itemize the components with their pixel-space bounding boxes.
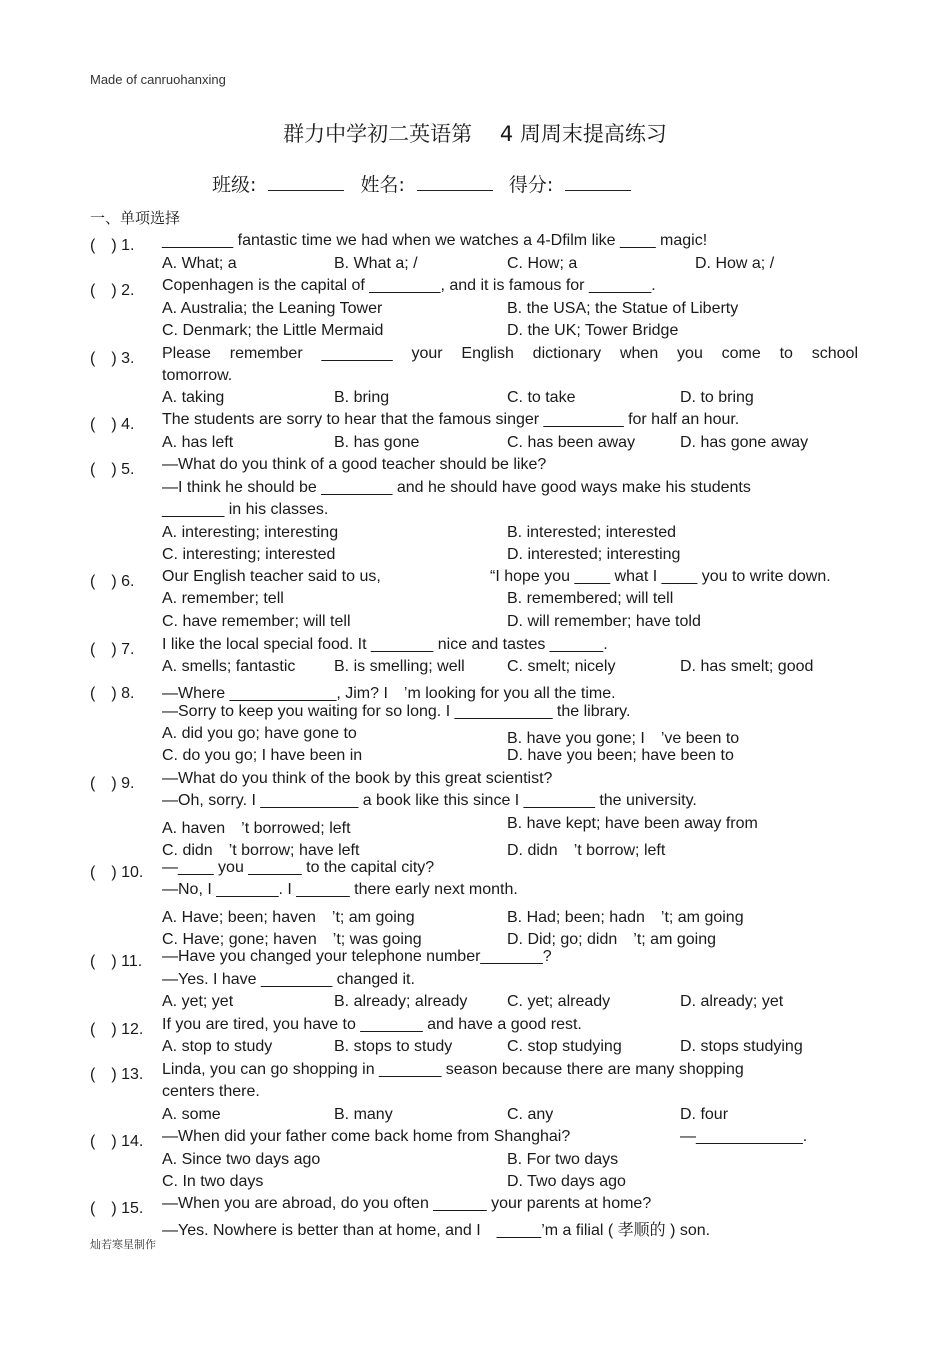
- option-c: C. yet; already: [507, 993, 611, 1010]
- option-d: D. How a; /: [695, 255, 775, 272]
- option-c: C. do you go; I have been in: [162, 747, 363, 764]
- option-c: C. have remember; will tell: [162, 613, 351, 630]
- student-info-line: [212, 170, 641, 197]
- option-d: D. four: [680, 1106, 729, 1123]
- option-c: C. interesting; interested: [162, 546, 336, 563]
- question-number: ( ) 11.: [90, 953, 143, 970]
- option-b: B. interested; interested: [507, 524, 676, 541]
- page-title: 群力中学初二英语第 4 周周末提高练习: [283, 122, 667, 146]
- option-a: A. What; a: [162, 255, 237, 272]
- section-title: 一、单项选择: [90, 209, 181, 227]
- question-text: _______ in his classes.: [162, 501, 329, 518]
- question-number: ( ) 10.: [90, 864, 144, 881]
- option-b: B. have kept; have been away from: [507, 815, 758, 832]
- name-label: 姓名:: [360, 174, 405, 196]
- option-c: C. smelt; nicely: [507, 658, 616, 675]
- question-answer-blank: —____________.: [680, 1128, 808, 1145]
- question-text: Please remember ________ your English dictionary when you come to school: [162, 345, 858, 362]
- question-text: —When you are abroad, do you often ______ your parents at home?: [162, 1195, 652, 1212]
- option-c: C. any: [507, 1106, 554, 1123]
- option-b: B. bring: [334, 389, 390, 406]
- option-d: D. to bring: [680, 389, 754, 406]
- question-text: Our English teacher said to us,: [162, 568, 381, 585]
- question-text: If you are tired, you have to _______ and have a good rest.: [162, 1016, 582, 1033]
- class-blank: [268, 189, 344, 191]
- question-text-quote: “I hope you ____ what I ____ you to write down.: [490, 568, 831, 585]
- question-text: ________ fantastic time we had when we watches a 4-Dfilm like ____ magic!: [162, 232, 708, 249]
- option-a: A. Have; been; haven ’t; am going: [162, 909, 415, 926]
- question-text: Copenhagen is the capital of ________, and it is famous for _______.: [162, 277, 656, 294]
- option-b: B. many: [334, 1106, 393, 1123]
- question-text: —What do you think of the book by this great scientist?: [162, 770, 553, 787]
- class-label: 班级:: [212, 174, 257, 196]
- question-text: —Have you changed your telephone number_______?: [162, 948, 552, 965]
- option-d: D. stops studying: [680, 1038, 803, 1055]
- score-blank: [565, 189, 631, 191]
- option-b: B. already; already: [334, 993, 468, 1010]
- option-b: B. remembered; will tell: [507, 590, 674, 607]
- question-number: ( ) 8.: [90, 685, 135, 702]
- question-number: ( ) 9.: [90, 775, 135, 792]
- question-number: ( ) 1.: [90, 237, 135, 254]
- option-d: D. Did; go; didn ’t; am going: [507, 931, 716, 948]
- question-text: —Yes. Nowhere is better than at home, and I _____’m a filial ( 孝顺的 ) son.: [162, 1222, 711, 1239]
- option-a: A. some: [162, 1106, 221, 1123]
- option-a: A. yet; yet: [162, 993, 234, 1010]
- question-text: centers there.: [162, 1083, 260, 1100]
- option-a: A. taking: [162, 389, 225, 406]
- option-d: D. has smelt; good: [680, 658, 814, 675]
- option-d: D. has gone away: [680, 434, 809, 451]
- question-text: —No, I _______. I ______ there early next month.: [162, 881, 518, 898]
- option-b: B. have you gone; I ’ve been to: [507, 730, 740, 747]
- question-text: —Where ____________, Jim? I ’m looking for you all the time.: [162, 685, 616, 702]
- question-number: ( ) 12.: [90, 1021, 144, 1038]
- question-text: —Oh, sorry. I ___________ a book like this since I ________ the university.: [162, 792, 697, 809]
- question-text: tomorrow.: [162, 367, 233, 384]
- option-d: D. Two days ago: [507, 1173, 626, 1190]
- question-number: ( ) 7.: [90, 641, 135, 658]
- option-b: B. For two days: [507, 1151, 619, 1168]
- question-text: —When did your father come back home from Shanghai?: [162, 1128, 571, 1145]
- option-a: A. interesting; interesting: [162, 524, 339, 541]
- question-number: ( ) 2.: [90, 282, 135, 299]
- option-d: D. will remember; have told: [507, 613, 701, 630]
- question-number: ( ) 5.: [90, 461, 135, 478]
- option-c: C. Denmark; the Little Mermaid: [162, 322, 384, 339]
- option-c: C. Have; gone; haven ’t; was going: [162, 931, 422, 948]
- option-c: C. to take: [507, 389, 576, 406]
- option-b: B. has gone: [334, 434, 420, 451]
- option-a: A. did you go; have gone to: [162, 725, 357, 742]
- option-b: B. What a; /: [334, 255, 418, 272]
- option-d: D. the UK; Tower Bridge: [507, 322, 679, 339]
- option-d: D. interested; interesting: [507, 546, 681, 563]
- option-c: C. In two days: [162, 1173, 264, 1190]
- option-d: D. have you been; have been to: [507, 747, 734, 764]
- question-text: Linda, you can go shopping in _______ season because there are many shopping: [162, 1061, 744, 1078]
- option-c: C. has been away: [507, 434, 636, 451]
- option-a: A. Australia; the Leaning Tower: [162, 300, 383, 317]
- question-number: ( ) 14.: [90, 1133, 144, 1150]
- option-a: A. Since two days ago: [162, 1151, 321, 1168]
- question-number: ( ) 15.: [90, 1200, 144, 1217]
- option-c: C. How; a: [507, 255, 578, 272]
- page-header: Made of canruohanxing: [90, 72, 226, 87]
- option-a: A. stop to study: [162, 1038, 273, 1055]
- question-text: The students are sorry to hear that the famous singer _________ for half an hour.: [162, 411, 740, 428]
- question-text: —What do you think of a good teacher should be like?: [162, 456, 547, 473]
- option-a: A. smells; fantastic: [162, 658, 296, 675]
- question-text: —Yes. I have ________ changed it.: [162, 971, 415, 988]
- option-c: C. stop studying: [507, 1038, 622, 1055]
- score-label: 得分:: [508, 174, 554, 196]
- question-text: —____ you ______ to the capital city?: [162, 859, 435, 876]
- question-number: ( ) 4.: [90, 416, 135, 433]
- option-a: A. has left: [162, 434, 234, 451]
- option-a: A. remember; tell: [162, 590, 284, 607]
- name-blank: [417, 189, 493, 191]
- option-d: D. didn ’t borrow; left: [507, 842, 666, 859]
- option-c: C. didn ’t borrow; have left: [162, 842, 360, 859]
- option-b: B. is smelling; well: [334, 658, 465, 675]
- question-text: —I think he should be ________ and he should have good ways make his students: [162, 479, 751, 496]
- question-number: ( ) 13.: [90, 1066, 144, 1083]
- question-number: ( ) 3.: [90, 350, 135, 367]
- option-d: D. already; yet: [680, 993, 784, 1010]
- question-text: I like the local special food. It _______ nice and tastes ______.: [162, 636, 608, 653]
- option-b: B. stops to study: [334, 1038, 453, 1055]
- page-footer: 灿若寒星制作: [90, 1239, 156, 1251]
- option-a: A. haven ’t borrowed; left: [162, 820, 351, 837]
- question-number: ( ) 6.: [90, 573, 135, 590]
- option-b: B. Had; been; hadn ’t; am going: [507, 909, 744, 926]
- option-b: B. the USA; the Statue of Liberty: [507, 300, 739, 317]
- question-text: —Sorry to keep you waiting for so long. I ___________ the library.: [162, 703, 631, 720]
